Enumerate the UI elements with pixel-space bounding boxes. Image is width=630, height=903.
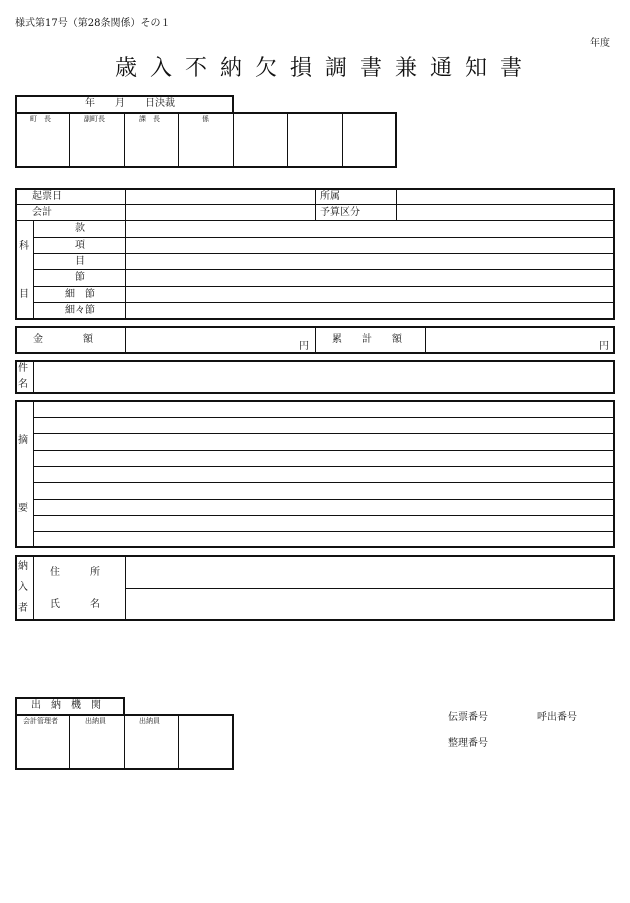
issue-date-label: 起票日 — [32, 191, 62, 202]
fiscal-year-label: 年度 — [590, 38, 610, 49]
cumulative-amount-label: 累 計 額 — [332, 334, 402, 345]
amount-label: 金 額 — [33, 334, 93, 345]
cumulative-yen: 円 — [599, 341, 609, 352]
subject-row-kou: 項 — [75, 240, 85, 251]
subject-name-label-1: 件 — [18, 363, 28, 374]
approval-date-header: 年 月 日決裁 — [85, 98, 175, 109]
subject-name-label-2: 名 — [18, 379, 28, 390]
payer-label-2: 入 — [18, 582, 28, 593]
approval-col-staff: 係 — [202, 115, 209, 123]
subject-row-setsu: 節 — [75, 272, 85, 283]
treasury-header: 出 納 機 関 — [31, 700, 101, 711]
budget-category-label: 予算区分 — [320, 207, 360, 218]
form-number: 様式第17号（第28条関係）その１ — [15, 18, 171, 29]
subject-row-kan: 款 — [75, 223, 85, 234]
slip-number-label: 伝票番号 — [448, 712, 488, 723]
approval-col-mayor: 町 長 — [30, 115, 51, 123]
subject-label-2: 目 — [19, 289, 29, 300]
page-title: 歳入不納欠損調書兼通知書 — [115, 56, 536, 81]
subject-row-saisetsu: 細 節 — [65, 289, 95, 300]
treasury-col-accounting-manager: 会計管理者 — [23, 717, 58, 725]
payer-name-label: 氏 名 — [50, 599, 100, 610]
payer-address-label: 住 所 — [50, 567, 100, 578]
subject-row-moku: 目 — [75, 256, 85, 267]
call-number-label: 呼出番号 — [537, 712, 577, 723]
payer-label-1: 納 — [18, 561, 28, 572]
subject-label-1: 科 — [19, 241, 29, 252]
payer-label-3: 者 — [18, 603, 28, 614]
summary-label-1: 摘 — [18, 435, 28, 446]
subject-row-saisaisetsu: 細々節 — [65, 305, 95, 316]
treasury-col-cashier-1: 出納員 — [85, 717, 106, 725]
amount-yen: 円 — [299, 341, 309, 352]
department-label: 所属 — [320, 191, 340, 202]
approval-col-section-chief: 課 長 — [139, 115, 160, 123]
account-label: 会計 — [32, 207, 52, 218]
treasury-col-cashier-2: 出納員 — [139, 717, 160, 725]
approval-col-deputy: 副町長 — [84, 115, 105, 123]
reference-number-label: 整理番号 — [448, 738, 488, 749]
summary-label-2: 要 — [18, 503, 28, 514]
